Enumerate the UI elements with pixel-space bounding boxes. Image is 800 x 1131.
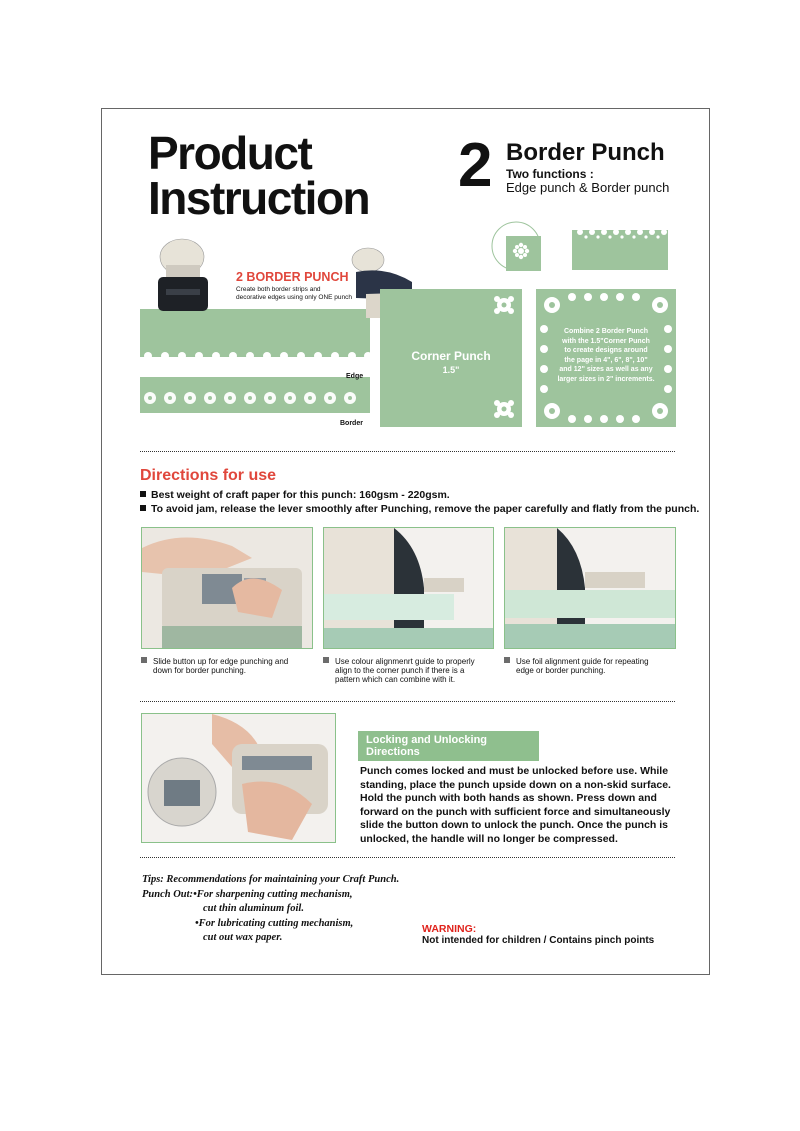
direction-bullet-2 <box>140 503 699 515</box>
locking-line: forward on the punch with sufficient force and simultaneously <box>360 805 671 818</box>
locking-line: standing, place the punch upside down on a non-skid surface. <box>360 778 671 791</box>
direction-bullet-1 <box>140 489 450 501</box>
photo-alignment-guide <box>323 527 494 649</box>
direction-text-1: Best weight of craft paper for this punch: 160gsm - 220gsm. <box>151 489 450 501</box>
photo-unlocking <box>141 713 336 843</box>
functions-text: Edge punch & Border punch <box>506 180 670 195</box>
edge-label: Edge <box>346 373 364 380</box>
combine-sample <box>536 289 676 427</box>
divider <box>140 701 675 702</box>
photo-foil-guide <box>504 527 676 649</box>
divider <box>140 451 675 452</box>
border-label: Border <box>340 420 363 427</box>
caption-1-line-1: Slide button up for edge punching and <box>153 657 289 666</box>
title-line-1: Product <box>148 127 312 179</box>
feature-desc-line-1: Create both border strips and <box>236 286 321 293</box>
corner-punch-sample <box>380 289 522 427</box>
tips-punch-out <box>142 888 353 901</box>
corner-punch-size: 1.5" <box>442 365 460 375</box>
caption-2 <box>323 657 475 684</box>
corner-punch-title: Corner Punch <box>411 349 491 363</box>
locking-line: Hold the punch with both hands as shown. Press down and <box>360 792 657 804</box>
caption-2-line-2: align to the corner punch if there is a <box>335 666 465 675</box>
product-name: Border Punch <box>506 139 665 166</box>
directions-heading: Directions for use <box>140 467 277 484</box>
combine-line: larger sizes in 2" increments. <box>557 375 655 383</box>
bullet-square-icon <box>140 505 146 511</box>
functions-label: Two functions : <box>506 167 594 181</box>
feature-heading: 2 BORDER PUNCH <box>236 270 349 284</box>
locking-text <box>360 765 671 846</box>
combine-text <box>536 327 676 384</box>
tips-item-1-line-1: •For sharpening cutting mechanism, <box>193 889 353 900</box>
tips-item-1-line-2: cut thin aluminum foil. <box>203 903 304 914</box>
locking-heading: Locking and Unlocking Directions <box>358 731 539 761</box>
bullet-square-icon <box>140 491 146 497</box>
photo-slide-button <box>141 527 313 649</box>
caption-2-line-3: pattern which can combine with it. <box>335 675 456 684</box>
caption-bullet-icon <box>504 657 510 663</box>
divider <box>140 857 675 858</box>
warning-text: Not intended for children / Contains pinch points <box>422 935 655 946</box>
caption-3 <box>504 657 649 675</box>
locking-line: Punch comes locked and must be unlocked before use. While <box>360 765 669 777</box>
feature-desc-line-2: decorative edges using only ONE punch <box>236 294 352 301</box>
edge-border-band <box>140 309 370 429</box>
tips-heading: Tips: Recommendations for maintaining your Craft Punch. <box>142 874 400 885</box>
caption-3-line-2: edge or border punching. <box>516 666 606 675</box>
caption-3-line-1: Use foil alignment guide for repeating <box>516 657 649 666</box>
caption-1 <box>141 657 288 675</box>
function-count: 2 <box>458 131 493 200</box>
edge-sample-image <box>572 220 668 270</box>
direction-text-2: To avoid jam, release the lever smoothly after Punching, remove the paper carefully and flatly from the punch. <box>151 503 700 515</box>
combine-line: the page in 4", 6", 8", 10" <box>564 356 648 364</box>
tips-item-2-line-1: •For lubricating cutting mechanism, <box>195 918 354 929</box>
warning-heading: WARNING: <box>422 923 477 935</box>
title-line-2: Instruction <box>148 172 370 224</box>
tips-punch-out-label: Punch Out: <box>142 889 194 900</box>
locking-line: slide the button down to unlock the punch. Once the punch is <box>360 819 668 831</box>
caption-1-line-2: down for border punching. <box>153 666 246 675</box>
combine-line: to create designs around <box>564 347 648 354</box>
combine-line: with the 1.5"Corner Punch <box>562 337 650 345</box>
instruction-sheet <box>101 108 710 975</box>
caption-bullet-icon <box>141 657 147 663</box>
caption-bullet-icon <box>323 657 329 663</box>
caption-2-line-1: Use colour alignmenrt guide to properly <box>335 657 475 666</box>
corner-sample-image <box>491 221 541 271</box>
locking-line: unlocked, the handle will no longer be compressed. <box>360 832 618 845</box>
feature-desc <box>236 286 352 302</box>
combine-line: and 12" sizes as well as any <box>559 366 653 373</box>
combine-line: Combine 2 Border Punch <box>563 328 648 335</box>
punch-product-image <box>152 237 212 313</box>
tips-item-2-line-2: cut out wax paper. <box>203 932 283 943</box>
